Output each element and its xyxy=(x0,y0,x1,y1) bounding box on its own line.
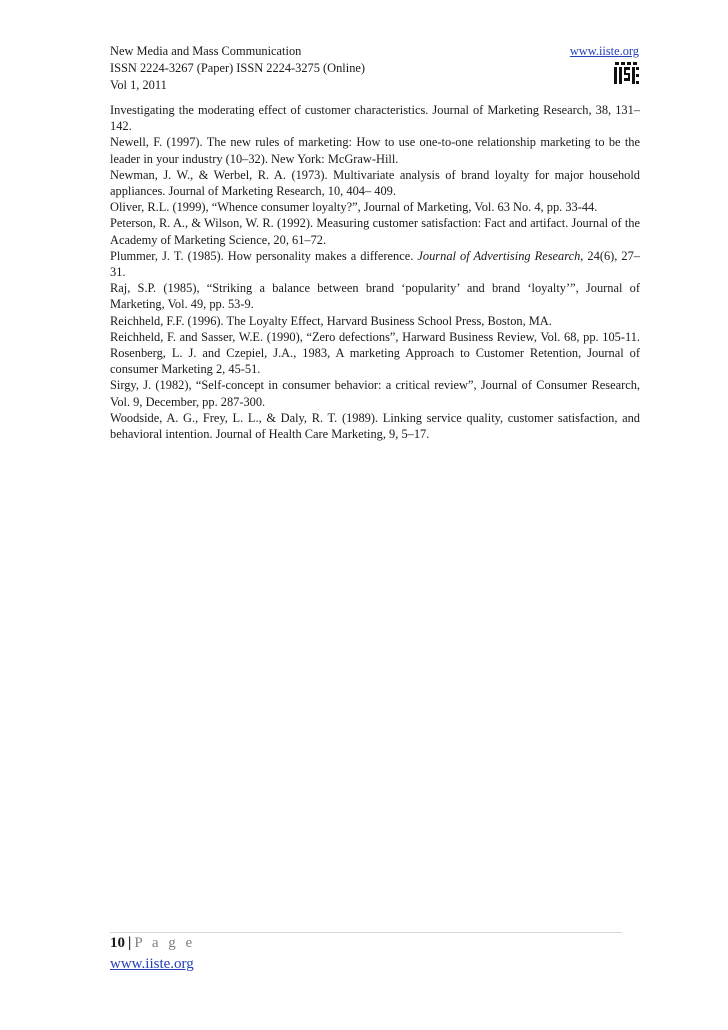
reference-item: Investigating the moderating effect of customer characteristics. Journal of Marketing Research, 38, 131–142. xyxy=(110,103,640,134)
page-word: P a g e xyxy=(134,935,196,951)
reference-item: Reichheld, F. and Sasser, W.E. (1990), “Zero defections”, Harward Business Review, Vol. 68, pp. 105-11. Rosenberg, L. J. and Czepiel, J.A., 1983, A marketing Approach to Customer Retention, Journal of consumer Marketing 2, 45-51. xyxy=(110,329,640,377)
header-website-link[interactable]: www.iiste.org xyxy=(569,44,639,58)
page-number: 10 xyxy=(110,935,125,951)
footer-page-number xyxy=(110,934,195,952)
reference-item: Newman, J. W., & Werbel, R. A. (1973). Multivariate analysis of brand loyalty for major household appliances. Journal of Marketing Research, 10, 404– 409. xyxy=(110,167,640,199)
reference-item: Newell, F. (1997). The new rules of marketing: How to use one-to-one relationship marketing to be the leader in your industry (10–32). New York: McGraw-Hill. xyxy=(110,135,640,166)
header-volume: Vol 1, 2011 xyxy=(110,78,167,92)
reference-item: Sirgy, J. (1982), “Self-concept in consumer behavior: a critical review”, Journal of Consumer Research, Vol. 9, December, pp. 287-300. xyxy=(110,378,640,409)
reference-item: Oliver, R.L. (1999), “Whence consumer loyalty?”, Journal of Marketing, Vol. 63 No. 4, pp. 33-44. xyxy=(110,200,598,215)
reference-item: Reichheld, F.F. (1996). The Loyalty Effect, Harvard Business School Press, Boston, MA. xyxy=(110,313,552,328)
reference-journal-italic: Journal of Advertising Research xyxy=(417,248,581,263)
reference-details: , 24(6), 27–31. xyxy=(110,248,640,280)
header-issn: ISSN 2224-3267 (Paper) ISSN 2224-3275 (Online) xyxy=(110,61,366,75)
reference-list xyxy=(110,102,640,442)
footer-website-link[interactable]: www.iiste.org xyxy=(110,956,194,972)
reference-item: Peterson, R. A., & Wilson, W. R. (1992). Measuring customer satisfaction: Fact and artifact. Journal of the Academy of Marketing Science, 20, 61–72. xyxy=(110,216,640,247)
header-journal-title: New Media and Mass Communication xyxy=(110,44,302,58)
reference-item xyxy=(110,248,640,280)
iiste-logo-icon xyxy=(612,60,640,86)
reference-item: Woodside, A. G., Frey, L. L., & Daly, R. T. (1989). Linking service quality, customer satisfaction, and behavioral intention. Journal of Health Care Marketing, 9, 5–17. xyxy=(110,410,640,442)
reference-authors: Plummer, J. T. (1985). How personality makes a difference. xyxy=(110,248,418,263)
page-separator: | xyxy=(128,935,132,951)
reference-item: Raj, S.P. (1985), “Striking a balance between brand ‘popularity’ and brand ‘loyalty’”, Journal of Marketing, Vol. 49, pp. 53-9. xyxy=(110,281,640,312)
footer-divider xyxy=(110,932,622,933)
